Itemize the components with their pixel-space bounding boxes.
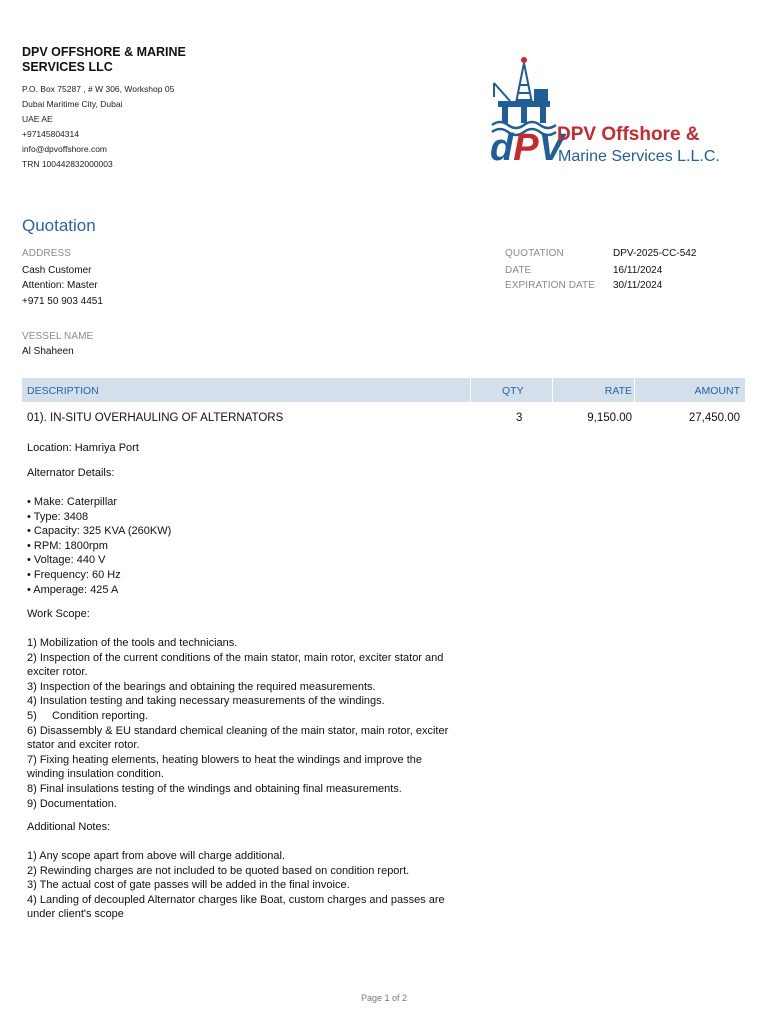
- company-address-line3: UAE AE: [22, 114, 53, 124]
- header-description: DESCRIPTION: [27, 385, 99, 397]
- company-name-line1: DPV OFFSHORE & MARINE: [22, 45, 186, 59]
- alternator-details-list: [27, 495, 477, 597]
- header-amount: AMOUNT: [694, 385, 740, 397]
- list-item: • Capacity: 325 KVA (260KW): [27, 525, 172, 538]
- item-location: Location: Hamriya Port: [27, 442, 139, 454]
- work-scope-list: [27, 636, 477, 811]
- list-item: • Make: Caterpillar: [27, 496, 118, 508]
- list-item: 2) Rewinding charges are not included to be quoted based on condition report.: [27, 864, 410, 877]
- company-name-line2: SERVICES LLC: [22, 60, 113, 74]
- item-qty: 3: [516, 412, 523, 424]
- logo-monogram: dPV: [490, 127, 564, 169]
- page-number: Page 1 of 2: [360, 993, 408, 1003]
- additional-notes-list: [27, 849, 477, 922]
- list-item: 4) Landing of decoupled Alternator charges like Boat, custom charges and passes are: [27, 893, 445, 906]
- vessel-label: VESSEL NAME: [22, 331, 94, 342]
- address-line1: Cash Customer: [22, 265, 92, 276]
- list-item: 3) The actual cost of gate passes will be added in the final invoice.: [27, 879, 350, 892]
- document-title: Quotation: [22, 216, 96, 235]
- additional-notes-heading: Additional Notes:: [27, 821, 111, 833]
- quotation-number-label: QUOTATION: [505, 248, 564, 259]
- list-item: • Frequency: 60 Hz: [27, 568, 121, 581]
- list-item: 8) Final insulations testing of the windings and obtaining final measurements.: [27, 782, 402, 795]
- flare-icon: [521, 57, 527, 63]
- list-item: winding insulation condition.: [27, 768, 164, 781]
- list-item: 5) Condition reporting.: [27, 709, 149, 722]
- list-item: exciter rotor.: [27, 666, 88, 679]
- company-email: info@dpvoffshore.com: [22, 144, 108, 154]
- list-item: 2) Inspection of the current conditions of the main stator, main rotor, exciter stator and: [27, 651, 444, 664]
- header-qty: QTY: [502, 385, 524, 397]
- list-item: • Amperage: 425 A: [27, 583, 119, 596]
- list-item: • Type: 3408: [27, 510, 89, 523]
- date-label: DATE: [505, 265, 532, 276]
- logo-text-line1: DPV Offshore &: [557, 124, 700, 145]
- company-trn: TRN 100442832000003: [22, 159, 113, 169]
- company-phone: +97145804314: [22, 129, 79, 139]
- company-address-line1: P.O. Box 75287 , # W 306, Workshop 05: [22, 84, 175, 94]
- list-item: 1) Any scope apart from above will charge additional.: [27, 850, 286, 862]
- logo-text-line2: Marine Services L.L.C.: [558, 148, 720, 165]
- list-item: • Voltage: 440 V: [27, 554, 106, 567]
- list-item: 1) Mobilization of the tools and technicians.: [27, 637, 238, 649]
- list-item: 6) Disassembly & EU standard chemical cleaning of the main stator, main rotor, exciter: [27, 724, 449, 737]
- work-scope-heading: Work Scope:: [27, 608, 90, 620]
- list-item: under client's scope: [27, 908, 124, 921]
- company-address-line2: Dubai Maritime City, Dubai: [22, 99, 123, 109]
- company-name: [22, 45, 222, 75]
- address-label: ADDRESS: [22, 248, 72, 259]
- quotation-number-value: DPV-2025-CC-542: [613, 248, 697, 259]
- header-rate: RATE: [604, 385, 632, 397]
- item-description: 01). IN-SITU OVERHAULING OF ALTERNATORS: [27, 412, 284, 424]
- date-value: 16/11/2024: [613, 265, 663, 276]
- list-item: stator and exciter rotor.: [27, 739, 140, 752]
- list-item: 4) Insulation testing and taking necessary measurements of the windings.: [27, 695, 385, 708]
- list-item: 3) Inspection of the bearings and obtaining the required measurements.: [27, 680, 376, 693]
- expiration-date-value: 30/11/2024: [613, 280, 663, 291]
- alternator-details-heading: Alternator Details:: [27, 467, 115, 479]
- company-address-block: [22, 82, 174, 172]
- vessel-value: Al Shaheen: [22, 346, 74, 357]
- expiration-date-label: EXPIRATION DATE: [505, 280, 596, 291]
- item-amount: 27,450.00: [688, 412, 740, 424]
- items-table-header: [22, 378, 745, 402]
- address-line2: Attention: Master: [22, 280, 98, 291]
- address-line3: +971 50 903 4451: [22, 296, 103, 307]
- list-item: • RPM: 1800rpm: [27, 539, 108, 552]
- list-item: 9) Documentation.: [27, 797, 117, 810]
- list-item: 7) Fixing heating elements, heating blowers to heat the windings and improve the: [27, 753, 423, 766]
- item-rate: 9,150.00: [587, 412, 632, 424]
